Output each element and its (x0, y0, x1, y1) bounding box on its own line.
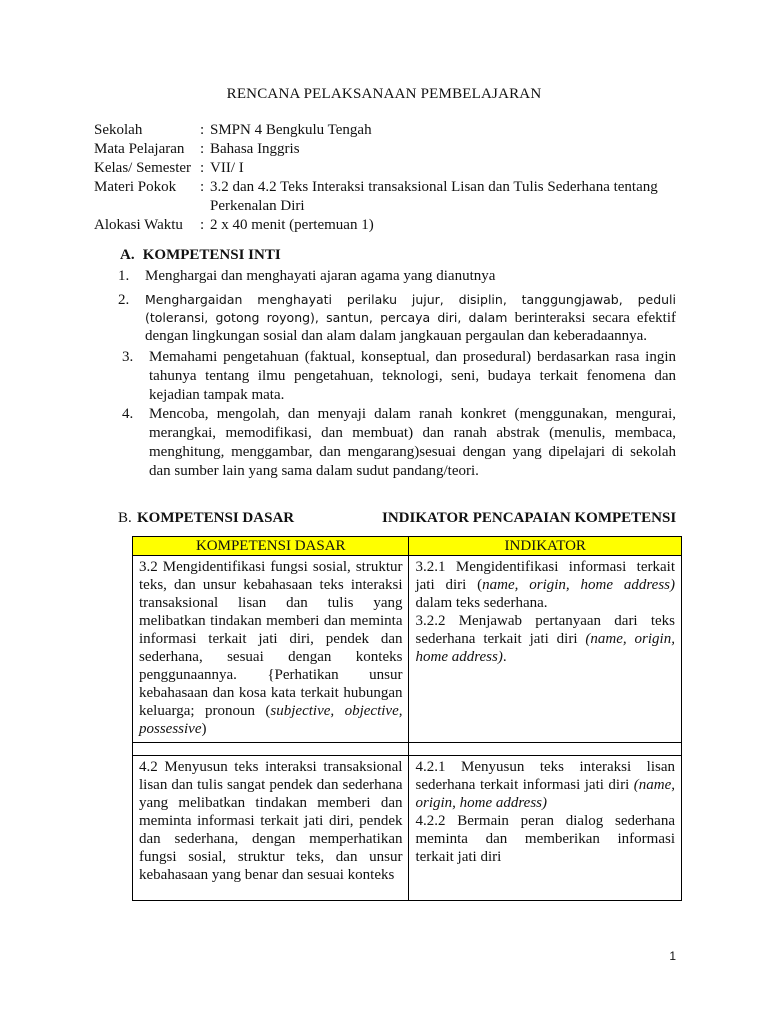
list-text: Mencoba, mengolah, dan menyaji dalam ranah konkret (menggunakan, mengurai, merangkai, memodifikasi, dan membuat) dan ranah abstrak (menulis, membaca, menghitung, menggambar, dan mengarang)sesuai dengan yang dipelajari di sekolah dan sumber lain yang sama dalam sudut pandang/teori. (149, 406, 676, 479)
meta-label: Mata Pelajaran (94, 141, 185, 157)
list-item (118, 267, 676, 286)
section-title: KOMPETENSI DASAR (137, 510, 295, 526)
meta-row-materi-pokok: Materi Pokok : 3.2 dan 4.2 Teks Interaksi transaksional Lisan dan Tulis Sederhana tentang Perkenalan Diri (94, 179, 658, 214)
table-cell: 3.2 Mengidentifikasi fungsi sosial, struktur teks, dan unsur kebahasaan teks interaksi transaksional lisan dan tulis yang melibatkan tindakan memberi dan meminta informasi terkait jati diri, pendek dan sederhana, sesuai dengan konteks penggunaannya. {Perhatikan unsur kebahasaan dan kosa kata terkait hubungan keluarga; pronoun (subjective, objective, possessive) (133, 556, 409, 743)
table-row (133, 756, 682, 901)
document-title: RENCANA PELAKSANAAN PEMBELAJARAN (226, 86, 542, 102)
meta-value: VII/ I (210, 160, 244, 176)
section-letter: A. (120, 247, 135, 263)
list-text: Menghargai dan menghayati ajaran agama yang dianutnya (145, 268, 496, 284)
meta-label: Sekolah (94, 122, 143, 138)
list-number: 3. (122, 349, 134, 365)
meta-value: Bahasa Inggris (210, 141, 300, 157)
list-text: Menghargaidan menghayati perilaku jujur, disiplin, tanggungjawab, peduli (toleransi, gotong royong), santun, percaya diri, dalam (145, 292, 676, 325)
table-cell: 4.2 Menyusun teks interaksi transaksional lisan dan tulis sangat pendek dan sederhana yang melibatkan tindakan memberi dan meminta informasi terkait jati diri, pendek dan sederhana, dengan memperhatikan fungsi sosial, struktur teks, dan unsur kebahasaan yang benar dan sesuai konteks (133, 756, 409, 901)
meta-value: 3.2 dan 4.2 Teks Interaksi transaksional Lisan dan Tulis Sederhana tentang (210, 179, 658, 195)
table-header: INDIKATOR (409, 537, 682, 556)
kompetensi-table (132, 536, 682, 901)
list-item (122, 348, 676, 405)
list-item (118, 291, 676, 345)
table-header-row (133, 537, 682, 556)
table-header: KOMPETENSI DASAR (133, 537, 409, 556)
identity-block (94, 121, 694, 235)
meta-label: Materi Pokok (94, 179, 177, 195)
section-letter: B. (118, 510, 132, 526)
section-a-heading (120, 247, 281, 264)
meta-row-sekolah: Sekolah : SMPN 4 Bengkulu Tengah (94, 121, 694, 140)
meta-row-alokasi-waktu: Alokasi Waktu : 2 x 40 menit (pertemuan 1) (94, 216, 694, 235)
meta-label: Alokasi Waktu (94, 217, 183, 233)
meta-value: 2 x 40 menit (pertemuan 1) (210, 217, 374, 233)
list-number: 1. (118, 268, 130, 284)
meta-row-kelas-semester: Kelas/ Semester : VII/ I (94, 159, 694, 178)
section-b-heading (118, 510, 678, 527)
page-number: 1 (669, 949, 676, 963)
list-item (122, 405, 676, 481)
list-number: 2. (118, 292, 130, 308)
list-text: Memahami pengetahuan (faktual, konseptual, dan prosedural) berdasarkan rasa ingin tahunya tentang ilmu pengetahuan, teknologi, seni, budaya terkait fenomena dan kejadian tampak mata. (149, 349, 676, 403)
table-cell: 4.2.1 Menyusun teks interaksi lisan sederhana terkait informasi jati diri (name, origin, home address) 4.2.2 Bermain peran dialog sederhana meminta dan memberikan informasi terkait jati diri (409, 756, 682, 901)
meta-value-continued: Perkenalan Diri (210, 198, 305, 214)
list-text-continued: berinteraksi secara efektif dengan lingkungan sosial dan alam dalam jangkauan pergaulan dan keberadaannya. (145, 310, 676, 344)
section-title-right: INDIKATOR PENCAPAIAN KOMPETENSI (382, 510, 677, 526)
meta-label: Kelas/ Semester (94, 160, 192, 176)
section-title: KOMPETENSI INTI (142, 247, 281, 263)
table-row (133, 556, 682, 743)
list-number: 4. (122, 406, 134, 422)
meta-value: SMPN 4 Bengkulu Tengah (210, 122, 372, 138)
meta-row-mata-pelajaran: Mata Pelajaran : Bahasa Inggris (94, 140, 694, 159)
table-cell: 3.2.1 Mengidentifikasi informasi terkait jati diri (name, origin, home address) dalam teks sederhana. 3.2.2 Menjawab pertanyaan dari teks sederhana terkait jati diri (name, origin, home address). (409, 556, 682, 743)
